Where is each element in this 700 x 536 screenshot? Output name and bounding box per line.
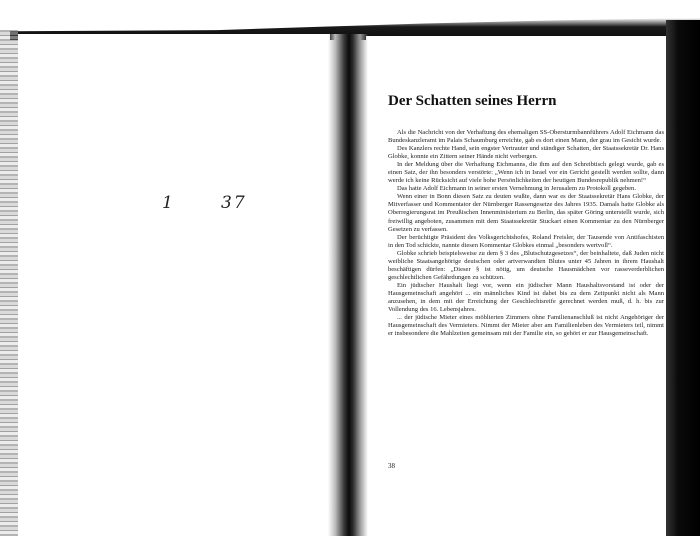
scan-right-shadow — [666, 20, 700, 536]
paragraph: In der Meldung über die Verhaftung Eichmanns, die ihm auf den Schreibtisch gelegt wurde, gab es einen Satz, der ihn besonders verstörte: „Wenn ich in Israel vor ein Gericht gestellt werden sollte, dann werde ich keine Rücksicht auf viele hohe Persönlichkeiten der heutigen Bundesrepublik nehmen!“ — [388, 161, 664, 185]
chapter-title: Der Schatten seines Herrn — [388, 93, 557, 109]
handwritten-number-1: 1 — [162, 193, 173, 213]
chapter-body — [388, 129, 664, 338]
paragraph: Das hatte Adolf Eichmann in seiner ersten Vernehmung in Jerusalem zu Protokoll gegeben. — [397, 185, 636, 193]
left-page — [18, 34, 330, 536]
paragraph: Als die Nachricht von der Verhaftung des ehemaligen SS-Obersturmbannführers Adolf Eichmann das Bundeskanzleramt im Palais Schaumburg erreichte, gab es dort einen Mann, der grau im Gesicht wurde. — [388, 129, 664, 145]
paragraph: Des Kanzlers rechte Hand, sein engster Vertrauter und ständiger Schatten, der Staatssekretär Dr. Hans Globke, konnte ein Zittern seiner Hände nicht verbergen. — [388, 145, 664, 161]
paragraph: Der berüchtigte Präsident des Volksgerichtshofes, Roland Freisler, der Tausende von Antifaschisten in den Tod schickte, nannte diesen Kommentar Globkes einmal „besonders wertvoll“. — [388, 233, 664, 249]
scan-left-edge — [0, 30, 18, 536]
handwritten-number-2: 37 — [221, 193, 247, 213]
book-gutter-shadow — [328, 34, 368, 536]
paragraph: ... der jüdische Mieter eines möblierten Zimmers ohne Familienanschluß ist nicht Angehöriger der Hausgemeinschaft des Vermieters. Nimmt der Mieter aber am Familienleben des Vermieters teil, nimmt er insbesondere die Mahlzeiten gemeinsam mit der Familie ein, so gehört er zur Hausgemeinschaft. — [388, 314, 664, 338]
paragraph: Ein jüdischer Haushalt liegt vor, wenn ein jüdischer Mann Haushaltsvorstand ist oder der Hausgemeinschaft angehört ... ein männliches Kind ist dabei bis zu dem Zeitpunkt nicht als Mann anzusehen, in dem mit der Erreichung der Geschlechtsreife gerechnet werden muß, d. h. bis zur Vollendung des 16. Lebensjahres. — [388, 281, 664, 314]
paragraph: Wenn einer in Bonn diesen Satz zu deuten wußte, dann war es der Staatssekretär Hans Globke, der Mitverfasser und Kommentator der Nürnberger Rassengesetze des Jahres 1935. Damals hatte Globke als Oberregierungsrat im Preußischen Innenministerium zu Berlin, das später Göring unterstellt wurde, sich freiwillig angeboten, zusammen mit dem Staatssekretär Stuckart einen Kommentar zu den Nürnberger Gesetzen zu verfassen. — [388, 193, 664, 233]
page-number: 38 — [388, 462, 395, 470]
paragraph: Globke schrieb beispielsweise zu dem § 3 des „Blutschutzgesetzes“, der beinhaltete, daß Juden nicht weibliche Staatsangehörige deutschen oder artverwandten Blutes unter 45 Jahren in ihrem Haushalt beschäftigen dürfen: „Dieser § ist nötig, um deutsche Hausmädchen vor rasseverderblichen geschlechtlichen Gefährdungen zu schützen. — [388, 249, 664, 281]
